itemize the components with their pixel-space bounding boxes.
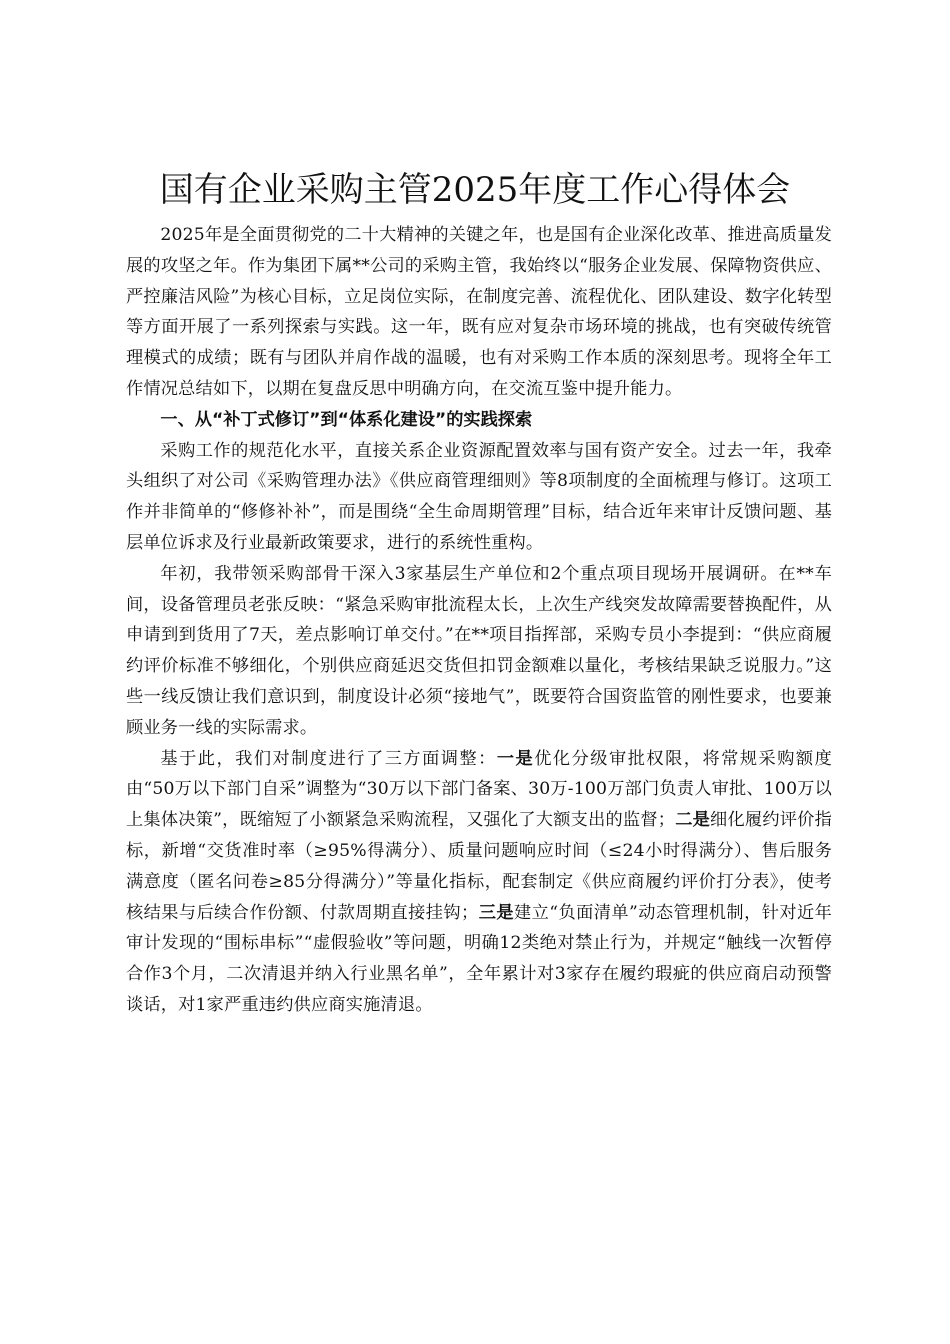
body-paragraph-1: 采购工作的规范化水平，直接关系企业资源配置效率与国有资产安全。过去一年，我牵头组织了对公司《采购管理办法》《供应商管理细则》等8项制度的全面梳理与修订。这项工作并非简单的“修修补补”，而是围绕“全生命周期管理”目标，结合近年来审计反馈问题、基层单位诉求及行业最新政策要求，进行的系统性重构。: [126, 440, 832, 553]
adjustment-label-1: 一是: [496, 748, 535, 769]
intro-paragraph: 2025年是全面贯彻党的二十大精神的关键之年，也是国有企业深化改革、推进高质量发展的攻坚之年。作为集团下属**公司的采购主管，我始终以“服务企业发展、保障物资供应、严控廉洁风险”为核心目标，立足岗位实际，在制度完善、流程优化、团队建设、数字化转型等方面开展了一系列探索与实践。这一年，既有应对复杂市场环境的挑战，也有突破传统管理模式的成绩；既有与团队并肩作战的温暖，也有对采购工作本质的深刻思考。现将全年工作情况总结如下，以期在复盘反思中明确方向，在交流互鉴中提升能力。: [126, 225, 832, 399]
adjustment-label-3: 三是: [478, 902, 514, 923]
adjustment-text-3: 建立“负面清单”动态管理机制，针对近年审计发现的“围标串标”“虚假验收”等问题，明确12类绝对禁止行为，并规定“触线一次暂停合作3个月，二次清退并纳入行业黑名单”，全年累计对3家存在履约瑕疵的供应商启动预警谈话，对1家严重违约供应商实施清退。: [126, 902, 832, 1015]
adjustment-text-1: 优化分级审批权限，将常规采购额度由“50万以下部门自采”调整为“30万以下部门备案、30万-100万部门负责人审批、100万以上集体决策”，既缩短了小额紧急采购流程，又强化了大额支出的监督；: [126, 748, 832, 831]
document-body: [126, 220, 832, 1021]
adjustment-paragraph: [126, 744, 832, 1021]
adjustment-intro: 基于此，我们对制度进行了三方面调整：: [160, 748, 497, 769]
document-title: 国有企业采购主管2025年度工作心得体会: [159, 170, 791, 210]
body-paragraph-2: 年初，我带领采购部骨干深入3家基层生产单位和2个重点项目现场开展调研。在**车间，设备管理员老张反映：“紧急采购审批流程太长，上次生产线突发故障需要替换配件，从申请到到货用了7天，差点影响订单交付。”在**项目指挥部，采购专员小李提到：“供应商履约评价标准不够细化，个别供应商延迟交货但扣罚金额难以量化，考核结果缺乏说服力。”这些一线反馈让我们意识到，制度设计必须“接地气”，既要符合国资监管的刚性要求，也要兼顾业务一线的实际需求。: [126, 563, 832, 738]
adjustment-text-2: 细化履约评价指标，新增“交货准时率（≥95%得满分）、质量问题响应时间（≤24小时得满分）、售后服务满意度（匿名问卷≥85分得满分）”等量化指标，配套制定《供应商履约评价打分表》，使考核结果与后续合作份额、付款周期直接挂钩；: [126, 810, 832, 923]
section-heading: 一、从“补丁式修订”到“体系化建设”的实践探索: [160, 409, 533, 430]
adjustment-label-2: 二是: [675, 810, 711, 831]
